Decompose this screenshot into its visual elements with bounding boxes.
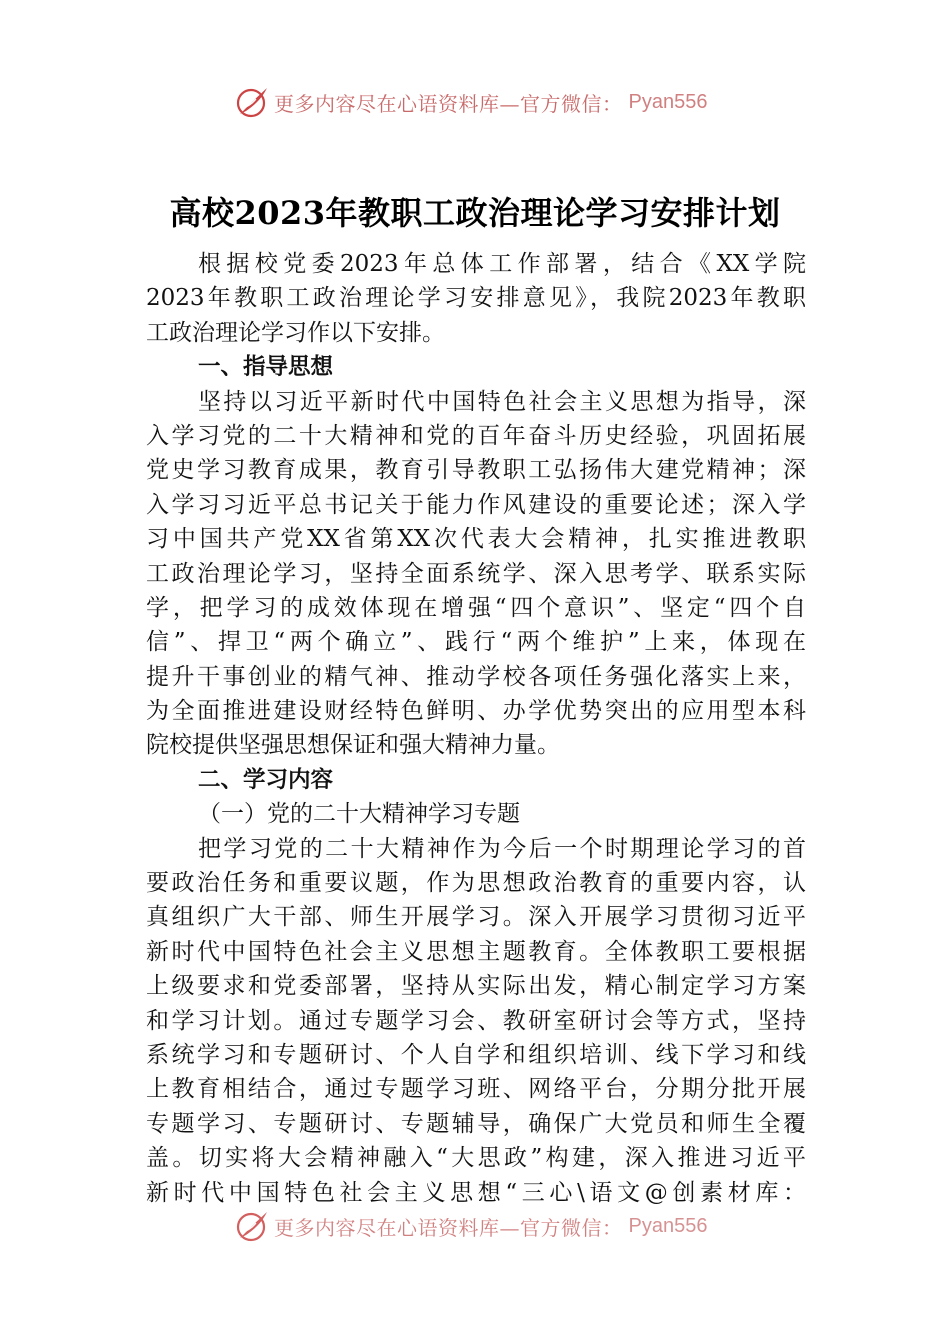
- text-line: 上教育相结合，通过专题学习班、网络平台，分期分批开展: [146, 1076, 806, 1103]
- footer-watermark: [0, 1206, 950, 1246]
- text-line: 新时代中国特色社会主义思想“三心\语文@创素材库：: [146, 1179, 806, 1206]
- text-line: 提升干事创业的精气神、推动学校各项任务强化落实上来，: [146, 663, 806, 690]
- text-line: 工政治理论学习，坚持全面系统学、深入思考学、联系实际: [146, 560, 806, 587]
- text-line: 坚持以习近平新时代中国特色社会主义思想为指导，深: [198, 388, 806, 415]
- text-line: 党史学习教育成果，教育引导教职工弘扬伟大建党精神；深: [146, 457, 806, 484]
- text-line: 要政治任务和重要议题，作为思想政治教育的重要内容，认: [146, 870, 806, 897]
- section-heading: 二、学习内容: [198, 766, 334, 793]
- section-heading: 一、指导思想: [198, 354, 334, 381]
- text-line: 学，把学习的成效体现在增强“四个意识”、坚定“四个自: [146, 594, 806, 621]
- text-line: 盖。切实将大会精神融入“大思政”构建，深入推进习近平: [146, 1145, 806, 1172]
- document-body: [146, 247, 806, 1210]
- text-line: 为全面推进建设财经特色鲜明、办学优势突出的应用型本科: [146, 698, 806, 725]
- text-line: 系统学习和专题研讨、个人自学和组织培训、线下学习和线: [146, 1041, 806, 1068]
- text-line: 真组织广大干部、师生开展学习。深入开展学习贯彻习近平: [146, 904, 806, 931]
- document-title: 高校2023年教职工政治理论学习安排计划: [169, 194, 781, 232]
- quill-logo-icon: [234, 84, 270, 120]
- text-line: 和学习计划。通过专题学习会、教研室研讨会等方式，坚持: [146, 1007, 806, 1034]
- text-line: 新时代中国特色社会主义思想主题教育。全体教职工要根据: [146, 938, 806, 965]
- text-line: 院校提供坚强思想保证和强大精神力量。: [146, 732, 560, 759]
- text-line: 入学习习近平总书记关于能力作风建设的重要论述；深入学: [146, 491, 806, 518]
- text-line: 入学习党的二十大精神和党的百年奋斗历史经验，巩固拓展: [146, 422, 806, 449]
- watermark-text: 更多内容尽在心语资料库—官方微信：: [274, 91, 623, 116]
- text-line: 专题学习、专题研讨、专题辅导，确保广大党员和师生全覆: [146, 1110, 806, 1137]
- text-line: 上级要求和党委部署，坚持从实际出发，精心制定学习方案: [146, 973, 806, 1000]
- quill-logo-icon: [234, 1208, 270, 1244]
- watermark-account: Pyan556: [628, 1214, 708, 1237]
- subsection-heading: （一）党的二十大精神学习专题: [198, 801, 520, 828]
- text-line: 工政治理论学习作以下安排。: [146, 319, 445, 346]
- text-line: 信”、捍卫“两个确立”、践行“两个维护”上来，体现在: [146, 629, 806, 656]
- watermark-account: Pyan556: [628, 90, 708, 113]
- text-line: 习中国共产党XX省第XX次代表大会精神，扎实推进教职: [146, 526, 806, 553]
- header-watermark: [0, 82, 950, 122]
- text-line: 把学习党的二十大精神作为今后一个时期理论学习的首: [198, 835, 806, 862]
- watermark-text: 更多内容尽在心语资料库—官方微信：: [274, 1215, 623, 1240]
- text-line: 2023年教职工政治理论学习安排意见》，我院2023年教职: [146, 285, 806, 312]
- text-line: 根据校党委2023年总体工作部署，结合《XX学院: [198, 251, 806, 277]
